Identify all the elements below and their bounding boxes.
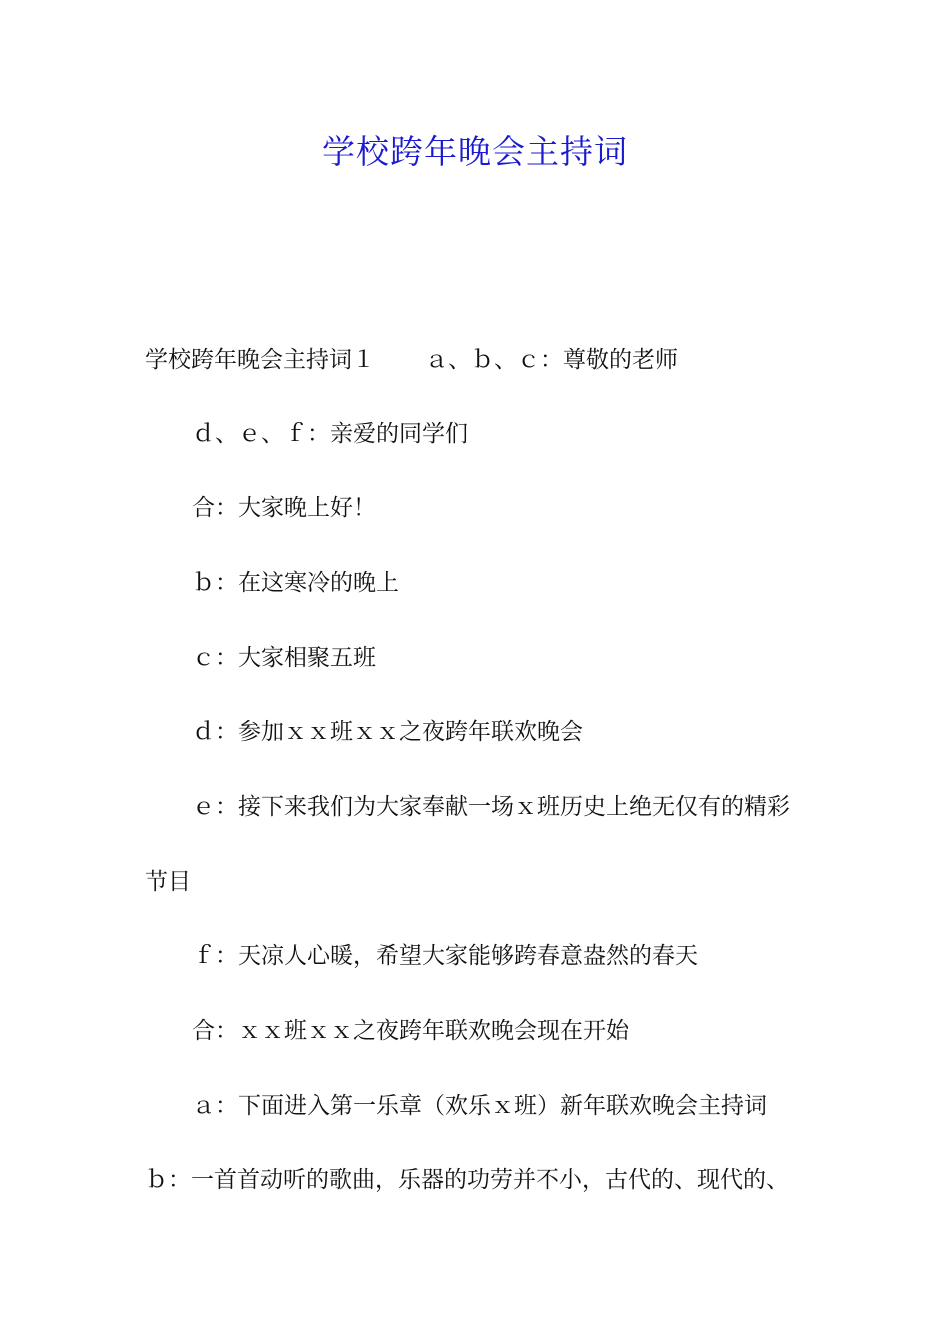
text-line-10: 合：ｘｘ班ｘｘ之夜跨年联欢晚会现在开始 bbox=[192, 1018, 629, 1044]
text-line-6: ｄ：参加ｘｘ班ｘｘ之夜跨年联欢晚会 bbox=[192, 719, 583, 745]
text-line-12: ｂ：一首首动听的歌曲，乐器的功劳并不小，古代的、现代的、 bbox=[145, 1167, 789, 1193]
text-line-4: ｂ：在这寒冷的晚上 bbox=[192, 570, 399, 596]
script-line: ａ、ｂ、ｃ：尊敬的老师 bbox=[425, 347, 678, 373]
text-line-9: ｆ：天凉人心暖，希望大家能够跨春意盎然的春天 bbox=[192, 943, 698, 969]
text-line-3: 合：大家晚上好！ bbox=[192, 495, 376, 521]
text-line-8: 节目 bbox=[145, 869, 191, 895]
page-title: 学校跨年晚会主持词 bbox=[322, 132, 628, 171]
text-line-5: ｃ：大家相聚五班 bbox=[192, 645, 376, 671]
script-heading: 学校跨年晚会主持词１ bbox=[145, 347, 375, 373]
text-line-2: ｄ、ｅ、ｆ：亲爱的同学们 bbox=[192, 421, 468, 447]
text-line-1 bbox=[145, 343, 825, 377]
text-line-7: ｅ：接下来我们为大家奉献一场ｘ班历史上绝无仅有的精彩 bbox=[192, 794, 790, 820]
text-line-11: ａ：下面进入第一乐章（欢乐ｘ班）新年联欢晚会主持词 bbox=[192, 1093, 767, 1119]
